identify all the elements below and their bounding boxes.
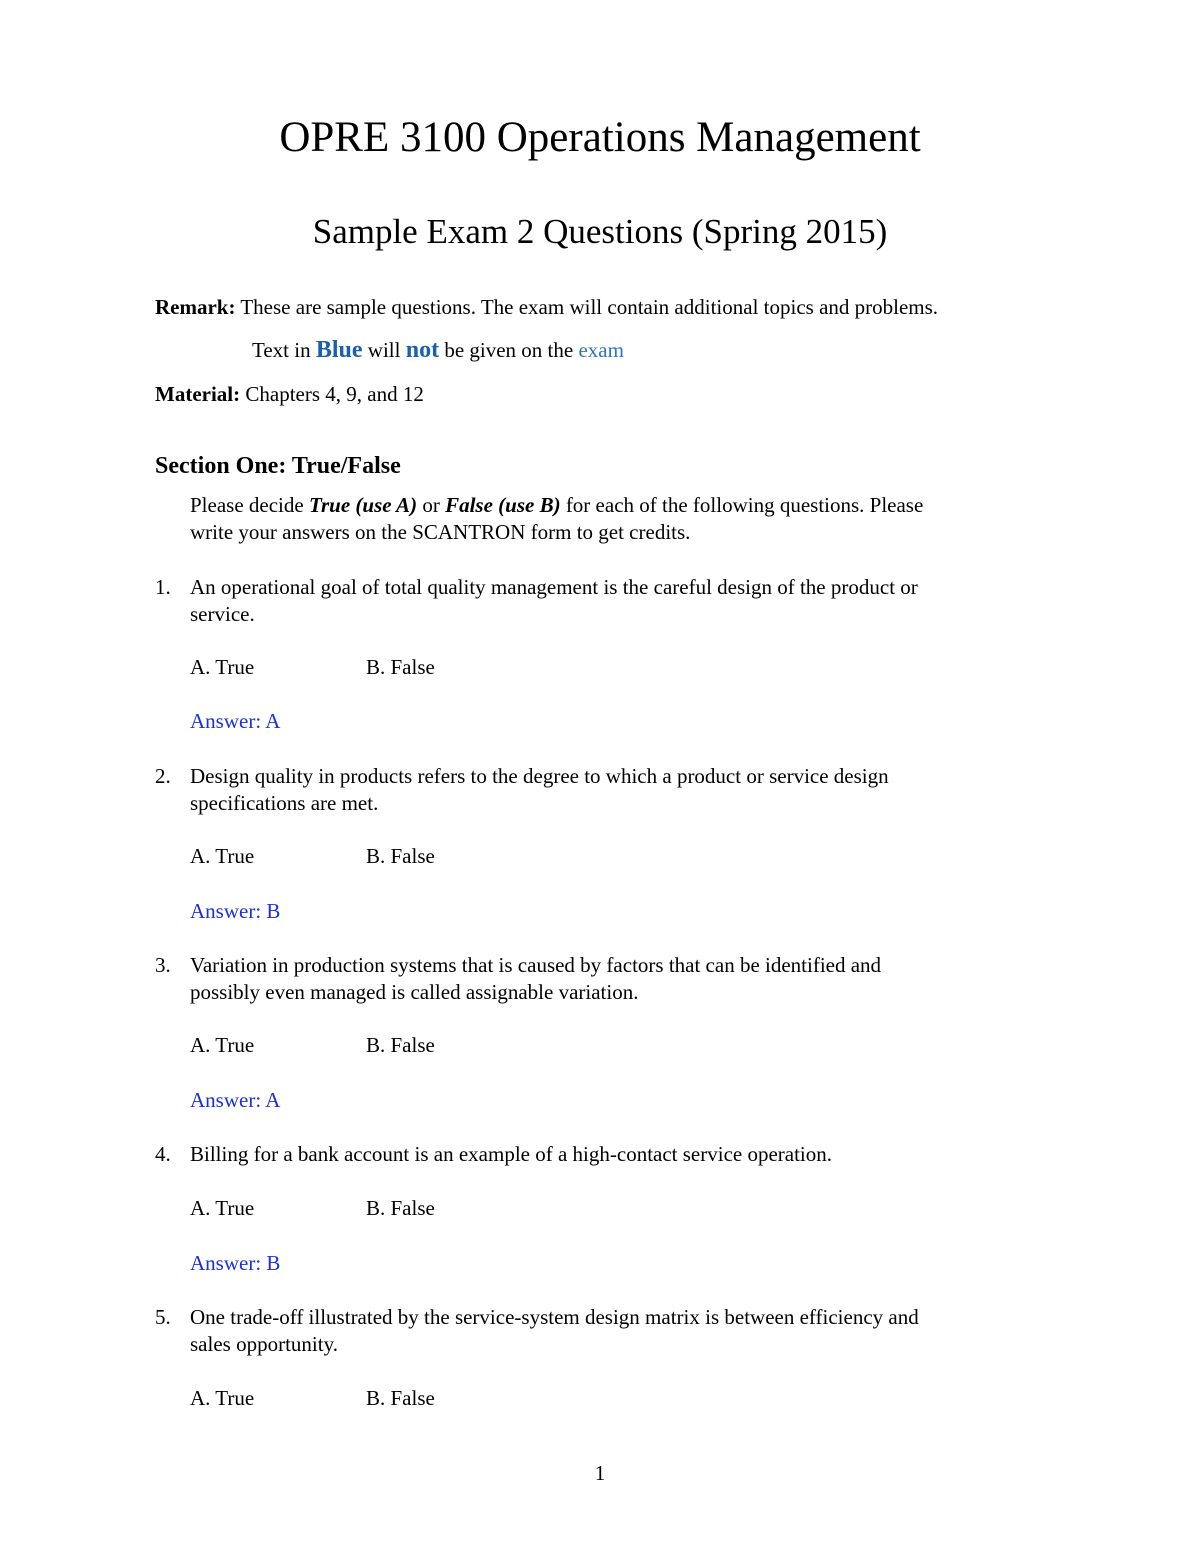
option-true: A. True — [190, 1386, 255, 1410]
remark-label: Remark: — [155, 295, 236, 319]
material-text: Chapters 4, 9, and 12 — [245, 382, 424, 406]
option-true: A. True — [190, 1196, 255, 1220]
instr-text-1: Please decide — [190, 493, 304, 517]
option-false: B. False — [366, 1386, 435, 1410]
instructions-line-2: write your answers on the SCANTRON form to get credits. — [190, 520, 691, 544]
material-label: Material: — [155, 382, 241, 406]
instr-true: True (use A) — [308, 493, 418, 517]
option-false: B. False — [366, 1196, 435, 1220]
question-text-line2: specifications are met. — [190, 791, 379, 815]
instr-text-2: for each of the following questions. Please — [565, 493, 924, 517]
option-true: A. True — [190, 844, 255, 868]
question-number: 1. — [155, 575, 171, 599]
question-text-line2: service. — [190, 602, 255, 626]
question-text-line2: possibly even managed is called assignable variation. — [190, 980, 639, 1004]
document-title: OPRE 3100 Operations Management — [279, 114, 921, 161]
note-not-word: not — [405, 337, 440, 363]
option-false: B. False — [366, 844, 435, 868]
blue-note-line — [252, 337, 624, 364]
note-prefix: Text in — [252, 338, 311, 362]
note-suffix: be given on the — [444, 338, 574, 362]
question-number: 4. — [155, 1142, 171, 1166]
remark-line — [155, 294, 938, 321]
page-number: 1 — [594, 1461, 606, 1485]
document-subtitle: Sample Exam 2 Questions (Spring 2015) — [312, 212, 888, 251]
instr-or: or — [422, 493, 440, 517]
answer-text: Answer: B — [190, 899, 281, 923]
question-text-line1: Design quality in products refers to the degree to which a product or service design — [190, 764, 889, 788]
question-number: 5. — [155, 1305, 171, 1329]
answer-text: Answer: B — [190, 1251, 281, 1275]
instr-false: False (use B) — [445, 493, 561, 517]
note-mid: will — [367, 338, 401, 362]
instructions-line-1 — [190, 492, 923, 519]
question-text-line1: An operational goal of total quality management is the careful design of the product or — [190, 575, 918, 599]
question-number: 3. — [155, 953, 171, 977]
remark-text: These are sample questions. The exam will contain additional topics and problems. — [240, 295, 939, 319]
option-false: B. False — [366, 1033, 435, 1057]
question-text-line1: Variation in production systems that is caused by factors that can be identified and — [190, 953, 882, 977]
section-one-heading: Section One: True/False — [155, 453, 401, 479]
answer-text: Answer: A — [190, 1088, 281, 1112]
option-true: A. True — [190, 655, 255, 679]
question-text-line1: One trade-off illustrated by the service-system design matrix is between efficiency and — [190, 1305, 919, 1329]
note-exam-word: exam — [578, 338, 624, 362]
answer-text: Answer: A — [190, 709, 281, 733]
note-blue-word: Blue — [315, 337, 363, 363]
option-true: A. True — [190, 1033, 255, 1057]
option-false: B. False — [366, 655, 435, 679]
question-text-line2: sales opportunity. — [190, 1332, 338, 1356]
question-number: 2. — [155, 764, 171, 788]
material-line — [155, 381, 424, 408]
question-text-line1: Billing for a bank account is an example of a high-contact service operation. — [190, 1142, 833, 1166]
